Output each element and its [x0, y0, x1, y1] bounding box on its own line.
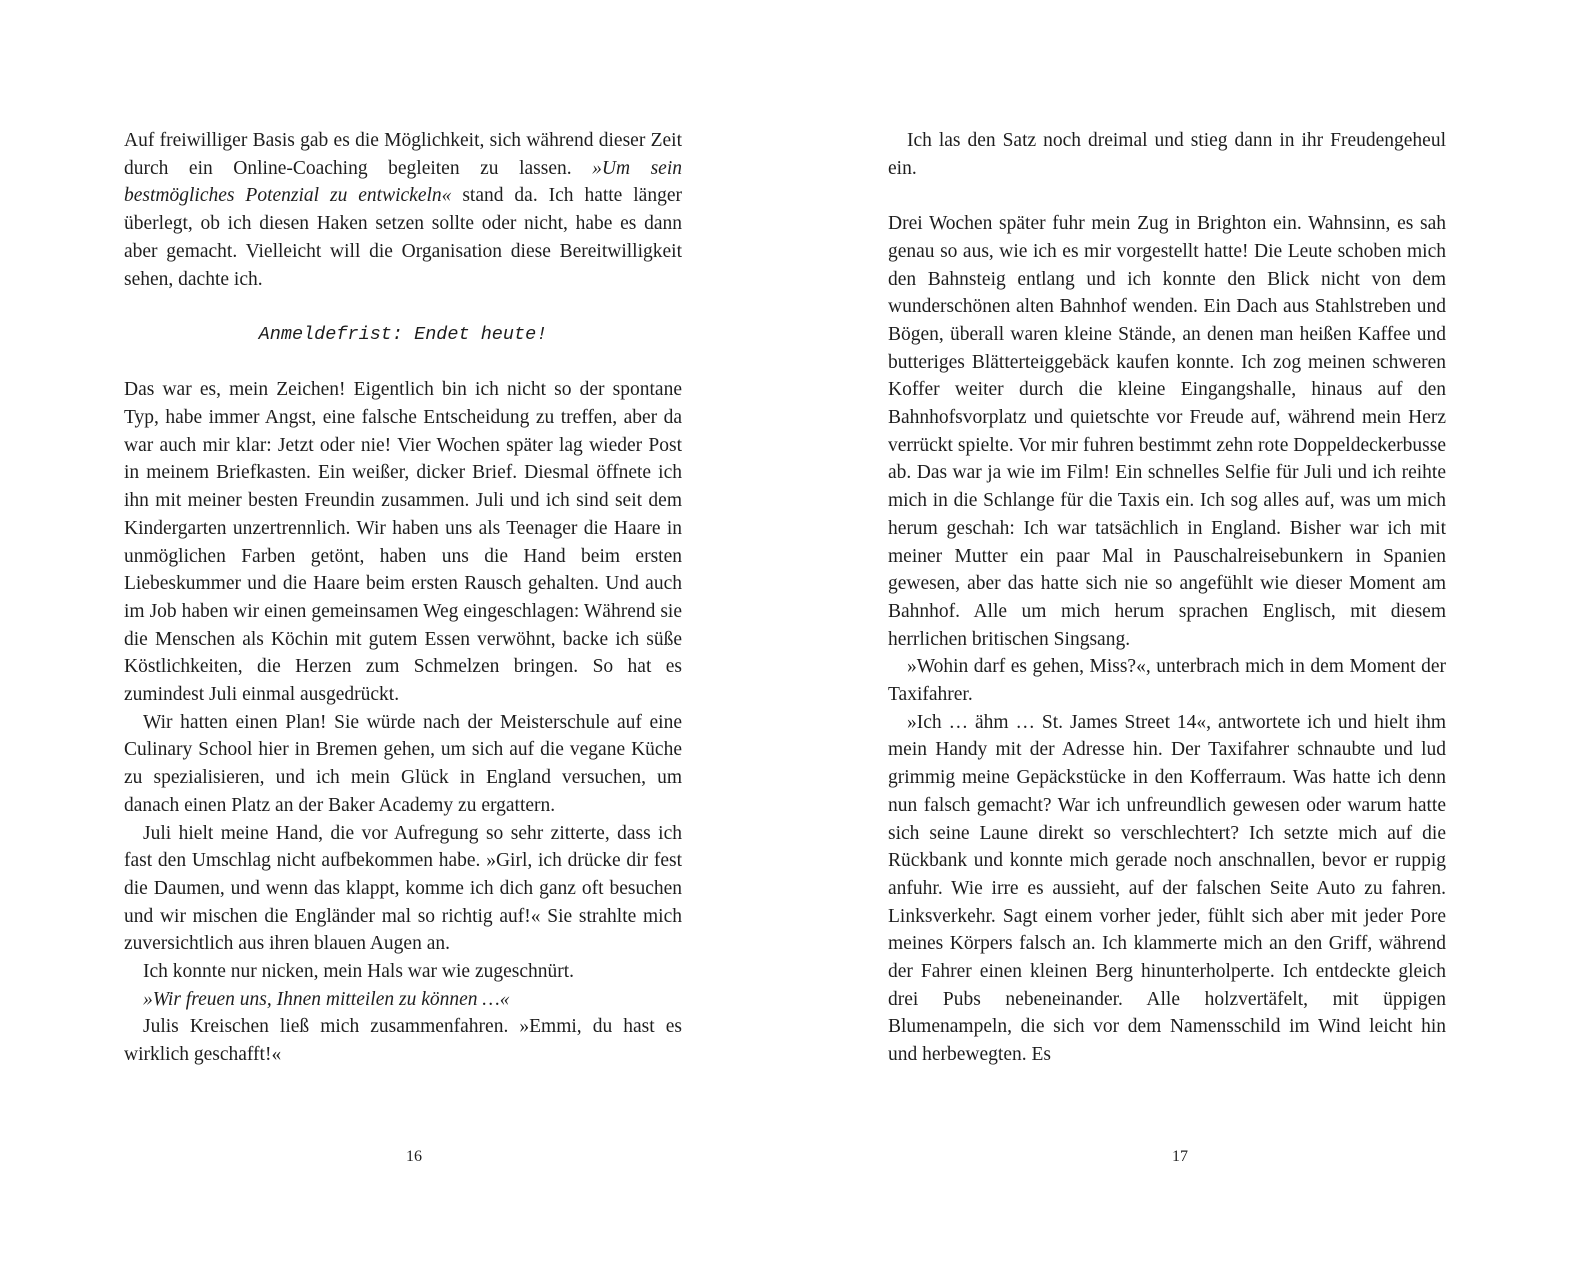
- right-page-text: [888, 127, 1446, 1069]
- right-page: [797, 0, 1594, 1269]
- paragraph: [124, 986, 682, 1014]
- paragraph: Drei Wochen später fuhr mein Zug in Brighton ein. Wahnsinn, es sah genau so aus, wie ich es mir vorgestellt hatte! Die Leute schoben mich den Bahnsteig entlang und ich konnte den Blick nicht von dem wunderschönen alten Bahnhof wenden. Ein Dach aus Stahlstreben und Bögen, überall waren kleine Stände, an denen man heißen Kaffee und butteriges Blätterteiggebäck kaufen konnte. Ich zog meinen schweren Koffer weiter durch die kleine Eingangshalle, hinaus auf den Bahnhofsvorplatz und quietschte vor Freude auf, während mein Herz verrückt spielte. Vor mir fuhren bestimmt zehn rote Doppeldeckerbusse ab. Das war ja wie im Film! Ein schnelles Selfie für Juli und ich reihte mich in die Schlange für die Taxis ein. Ich sog alles auf, was um mich herum geschah: Ich war tatsächlich in England. Bisher war ich mit meiner Mutter ein paar Mal in Pauschalreisebunkern in Spanien gewesen, aber das hatte sich nie so angefühlt wie dieser Moment am Bahnhof. Alle um mich herum sprachen Englisch, mit diesem herrlichen britischen Singsang.: [888, 213, 1446, 650]
- paragraph: Juli hielt meine Hand, die vor Aufregung so sehr zitterte, dass ich fast den Umschlag nicht aufbekommen habe. »Girl, ich drücke dir fest die Daumen, und wenn das klappt, komme ich dich ganz oft besuchen und wir mischen die Engländer mal so richtig auf!« Sie strahlte mich zuversichtlich aus ihren blauen Augen an.: [124, 822, 682, 955]
- left-page-text: [124, 127, 682, 1069]
- paragraph: »Ich … ähm … St. James Street 14«, antwortete ich und hielt ihm mein Handy mit der Adresse hin. Der Taxifahrer schnaubte und lud grimmig meine Gepäckstücke in den Kofferraum. Was hatte ich denn nun falsch gemacht? War ich unfreundlich gewesen oder warum hatte sich seine Laune direkt so verschlechtert? Ich setzte mich auf die Rückbank und konnte mich gerade noch anschnallen, bevor er ruppig anfuhr. Wie irre es aussieht, auf der falschen Seite Auto zu fahren. Linksverkehr. Sagt einem vorher jeder, fühlt sich aber mit jeder Pore meines Körpers falsch an. Ich klammerte mich an den Griff, während der Fahrer einen kleinen Berg hinunterholperte. Ich entdeckte gleich drei Pubs nebeneinander. Alle holzvertäfelt, mit üppigen Blumenampeln, die sich vor dem Namensschild im Wind leicht hin und herbewegten. Es: [888, 711, 1446, 1066]
- paragraph: Wir hatten einen Plan! Sie würde nach der Meisterschule auf eine Culinary School hier in Bremen gehen, um sich auf die vegane Küche zu spezialisieren, und ich mein Glück in England versuchen, um danach einen Platz an der Baker Academy zu ergattern.: [124, 711, 682, 816]
- page-number: 16: [406, 1148, 422, 1165]
- paragraph-text: stand da. Ich hatte länger überlegt, ob ich diesen Haken setzen sollte oder nicht, habe es dann aber gemacht. Vielleicht will die Organisation diese Bereitwilligkeit sehen, dachte ich.: [124, 185, 682, 290]
- italic-quote: »Um sein bestmögliches Potenzial zu entwickeln«: [124, 157, 683, 207]
- italic-quote: »Wir freuen uns, Ihnen mitteilen zu können …«: [143, 988, 510, 1010]
- section-heading: Anmeldefrist: Endet heute!: [258, 323, 548, 345]
- paragraph: [124, 127, 682, 293]
- page-number: 17: [1172, 1148, 1188, 1165]
- paragraph: Ich las den Satz noch dreimal und stieg dann in ihr Freudengeheul ein.: [888, 130, 1446, 179]
- paragraph: Das war es, mein Zeichen! Eigentlich bin ich nicht so der spontane Typ, habe immer Angst, eine falsche Entscheidung zu treffen, aber da war auch mir klar: Jetzt oder nie! Vier Wochen später lag wieder Post in meinem Briefkasten. Ein weißer, dicker Brief. Diesmal öffnete ich ihn mit meiner besten Freundin zusammen. Juli und ich sind seit dem Kindergarten unzertrennlich. Wir haben uns als Teenager die Haare in unmöglichen Farben getönt, haben uns die Hand beim ersten Liebeskummer und die Haare beim ersten Rausch gehalten. Und auch im Job haben wir einen gemeinsamen Weg eingeschlagen: Während sie die Menschen als Köchin mit gutem Essen verwöhnt, backe ich süße Köstlichkeiten, die Herzen zum Schmelzen bringen. So hat es zumindest Juli einmal ausgedrückt.: [124, 379, 682, 706]
- paragraph: Julis Kreischen ließ mich zusammenfahren. »Emmi, du hast es wirklich geschafft!«: [124, 1016, 682, 1066]
- paragraph-text: Auf freiwilliger Basis gab es die Möglichkeit, sich während dieser Zeit durch ein Online-Coaching begleiten zu lassen.: [124, 130, 682, 179]
- paragraph: Ich konnte nur nicken, mein Hals war wie zugeschnürt.: [143, 961, 575, 983]
- paragraph: »Wohin darf es gehen, Miss?«, unterbrach mich in dem Moment der Taxifahrer.: [888, 656, 1446, 706]
